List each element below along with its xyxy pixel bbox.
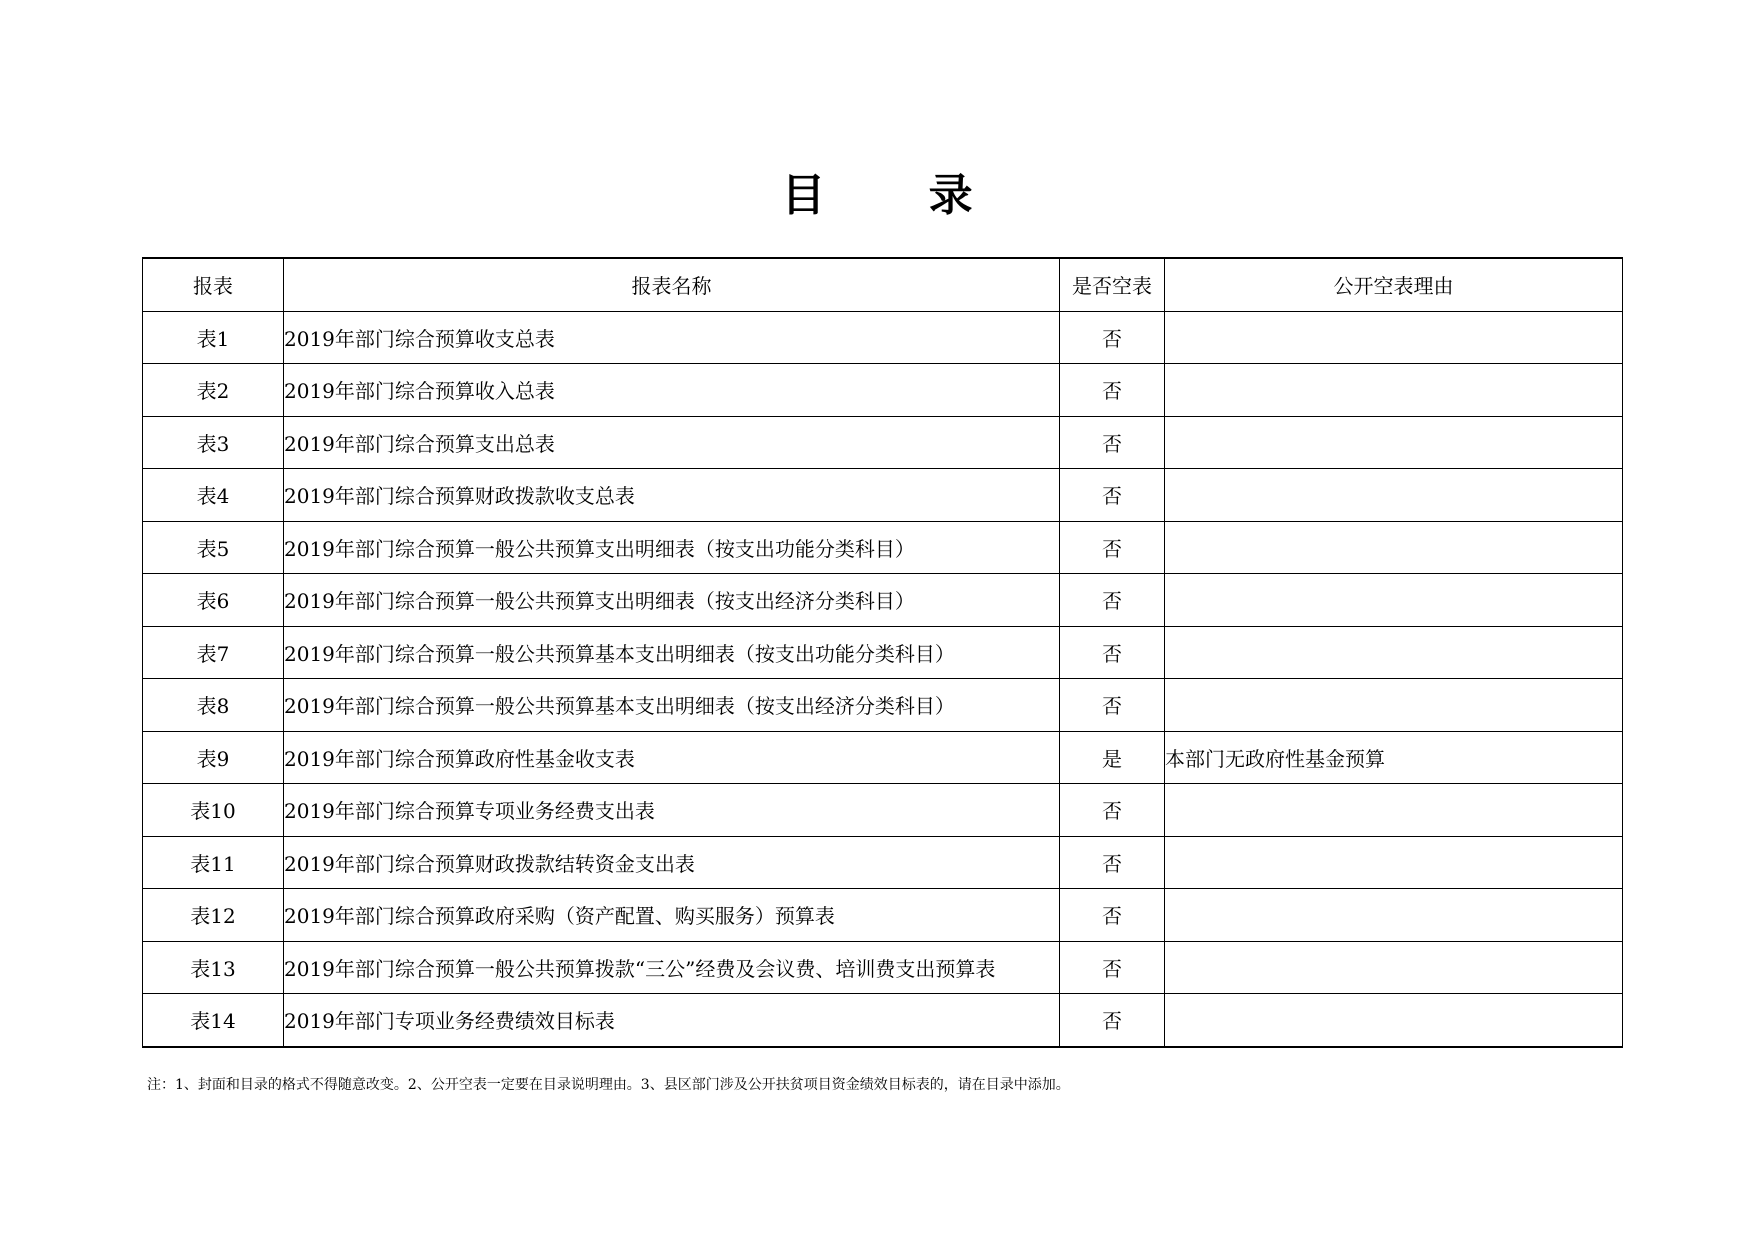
empty-reason-cell	[1165, 679, 1623, 732]
report-id-cell: 表6	[143, 574, 284, 627]
table-row	[143, 416, 1623, 469]
report-id-cell: 表1	[143, 311, 284, 364]
is-empty-cell: 否	[1060, 679, 1165, 732]
report-name-cell: 2019年部门综合预算政府采购（资产配置、购买服务）预算表	[284, 889, 1060, 942]
is-empty-cell: 否	[1060, 941, 1165, 994]
is-empty-cell: 是	[1060, 731, 1165, 784]
report-name-cell: 2019年部门综合预算财政拨款结转资金支出表	[284, 836, 1060, 889]
report-id-cell: 表9	[143, 731, 284, 784]
page-title: 目 录	[781, 170, 1017, 221]
report-name-cell: 2019年部门综合预算一般公共预算拨款“三公”经费及会议费、培训费支出预算表	[284, 941, 1060, 994]
report-id-cell: 表11	[143, 836, 284, 889]
table-row	[143, 994, 1623, 1047]
report-id-cell: 表14	[143, 994, 284, 1047]
is-empty-cell: 否	[1060, 626, 1165, 679]
empty-reason-cell	[1165, 521, 1623, 574]
header-empty-reason: 公开空表理由	[1165, 258, 1623, 311]
report-id-cell: 表8	[143, 679, 284, 732]
report-name-cell: 2019年部门综合预算政府性基金收支表	[284, 731, 1060, 784]
report-name-cell: 2019年部门综合预算支出总表	[284, 416, 1060, 469]
table-row	[143, 889, 1623, 942]
is-empty-cell: 否	[1060, 469, 1165, 522]
table-row	[143, 679, 1623, 732]
table-row	[143, 731, 1623, 784]
report-name-cell: 2019年部门综合预算收入总表	[284, 364, 1060, 417]
table-row	[143, 836, 1623, 889]
is-empty-cell: 否	[1060, 784, 1165, 837]
report-name-cell: 2019年部门综合预算一般公共预算基本支出明细表（按支出经济分类科目）	[284, 679, 1060, 732]
table-row	[143, 574, 1623, 627]
header-report-id: 报表	[143, 258, 284, 311]
report-id-cell: 表7	[143, 626, 284, 679]
empty-reason-cell	[1165, 574, 1623, 627]
footnote: 注：1、封面和目录的格式不得随意改变。2、公开空表一定要在目录说明理由。3、县区部门涉及公开扶贫项目资金绩效目标表的，请在目录中添加。	[147, 1077, 1070, 1093]
is-empty-cell: 否	[1060, 574, 1165, 627]
report-name-cell: 2019年部门专项业务经费绩效目标表	[284, 994, 1060, 1047]
report-name-cell: 2019年部门综合预算专项业务经费支出表	[284, 784, 1060, 837]
is-empty-cell: 否	[1060, 994, 1165, 1047]
catalog-table	[142, 257, 1623, 1048]
report-id-cell: 表12	[143, 889, 284, 942]
is-empty-cell: 否	[1060, 836, 1165, 889]
empty-reason-cell: 本部门无政府性基金预算	[1165, 731, 1623, 784]
empty-reason-cell	[1165, 836, 1623, 889]
empty-reason-cell	[1165, 626, 1623, 679]
report-id-cell: 表2	[143, 364, 284, 417]
report-name-cell: 2019年部门综合预算一般公共预算支出明细表（按支出经济分类科目）	[284, 574, 1060, 627]
table-row	[143, 941, 1623, 994]
is-empty-cell: 否	[1060, 416, 1165, 469]
table-row	[143, 311, 1623, 364]
empty-reason-cell	[1165, 311, 1623, 364]
report-name-cell: 2019年部门综合预算一般公共预算支出明细表（按支出功能分类科目）	[284, 521, 1060, 574]
is-empty-cell: 否	[1060, 311, 1165, 364]
table-body	[143, 311, 1623, 1047]
table-header-row	[143, 258, 1623, 311]
report-id-cell: 表4	[143, 469, 284, 522]
table-row	[143, 469, 1623, 522]
is-empty-cell: 否	[1060, 889, 1165, 942]
empty-reason-cell	[1165, 994, 1623, 1047]
report-id-cell: 表10	[143, 784, 284, 837]
report-name-cell: 2019年部门综合预算一般公共预算基本支出明细表（按支出功能分类科目）	[284, 626, 1060, 679]
empty-reason-cell	[1165, 364, 1623, 417]
header-report-name: 报表名称	[284, 258, 1060, 311]
empty-reason-cell	[1165, 889, 1623, 942]
report-id-cell: 表5	[143, 521, 284, 574]
table-row	[143, 364, 1623, 417]
empty-reason-cell	[1165, 941, 1623, 994]
empty-reason-cell	[1165, 416, 1623, 469]
report-id-cell: 表13	[143, 941, 284, 994]
header-is-empty: 是否空表	[1060, 258, 1165, 311]
is-empty-cell: 否	[1060, 364, 1165, 417]
empty-reason-cell	[1165, 469, 1623, 522]
table-row	[143, 521, 1623, 574]
table-row	[143, 626, 1623, 679]
report-name-cell: 2019年部门综合预算收支总表	[284, 311, 1060, 364]
table-row	[143, 784, 1623, 837]
is-empty-cell: 否	[1060, 521, 1165, 574]
empty-reason-cell	[1165, 784, 1623, 837]
report-id-cell: 表3	[143, 416, 284, 469]
report-name-cell: 2019年部门综合预算财政拨款收支总表	[284, 469, 1060, 522]
